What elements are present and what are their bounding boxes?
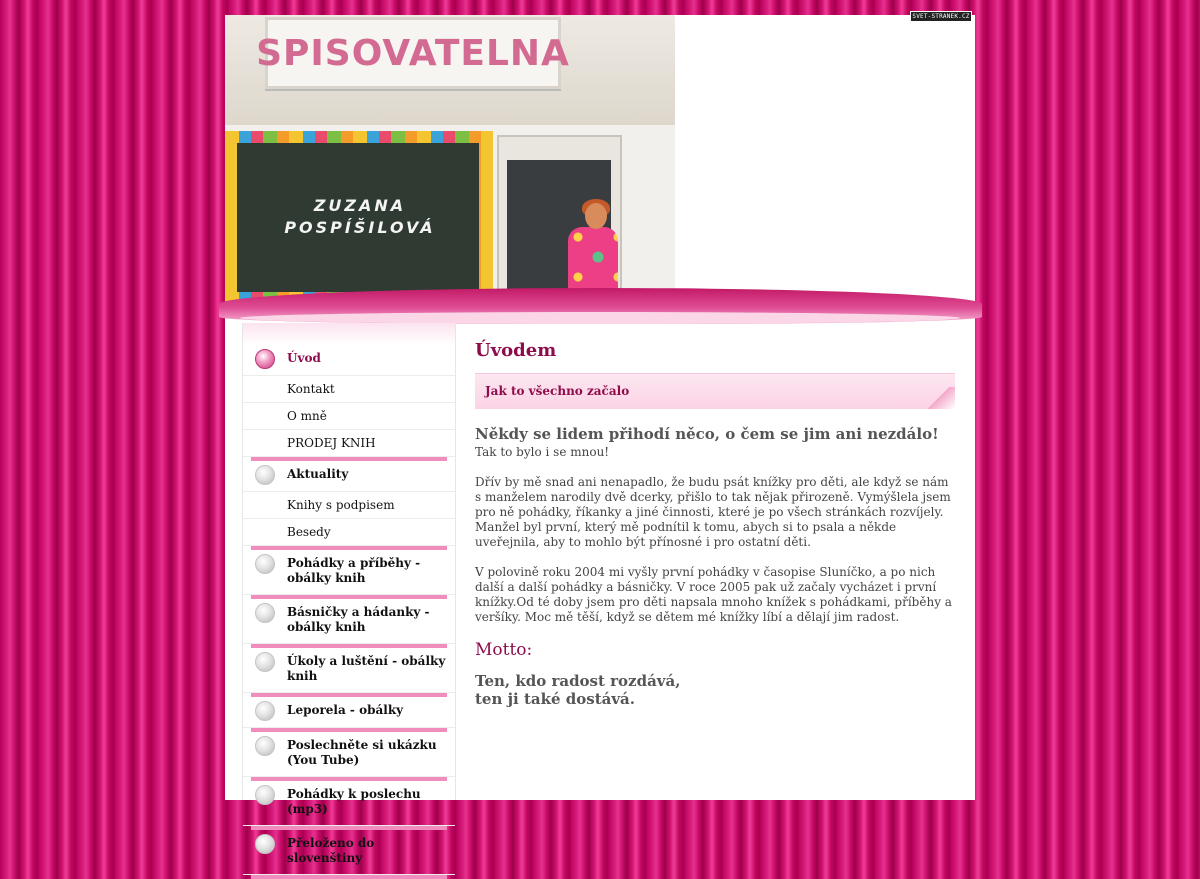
page-curl-icon bbox=[921, 387, 955, 409]
paragraph-1: Tak to bylo i se mnou! bbox=[475, 445, 610, 459]
bullet-icon bbox=[255, 834, 275, 854]
sidebar-divider bbox=[251, 875, 447, 879]
sidebar-item-label: Úvod bbox=[287, 351, 321, 365]
section-subheading: Jak to všechno začalo bbox=[485, 384, 630, 398]
headline: Někdy se lidem přihodí něco, o čem se jim ani nezdálo! bbox=[475, 425, 939, 443]
sidebar-top bbox=[243, 323, 455, 345]
sidebar-item-label: Besedy bbox=[287, 525, 331, 539]
bullet-icon bbox=[255, 465, 275, 485]
sidebar-item-11[interactable] bbox=[243, 732, 455, 777]
sidebar-item-13[interactable] bbox=[243, 830, 455, 875]
sidebar-item-0[interactable] bbox=[243, 345, 455, 376]
sidebar-item-9[interactable] bbox=[243, 648, 455, 693]
sidebar-item-3[interactable] bbox=[243, 430, 455, 457]
woman-head bbox=[585, 203, 607, 229]
sidebar-item-2[interactable] bbox=[243, 403, 455, 430]
page-title: Úvodem bbox=[475, 340, 557, 361]
author-first-name: ZUZANA bbox=[313, 196, 407, 215]
paragraph-2: Dřív by mě snad ani nenapadlo, že budu psát knížky pro děti, ale když se nám s manželem narodily dvě dcerky, přišlo to tak nějak přirozeně. Vymýšlela jsem pro ně pohádky, říkanky a jiné činnosti, které je po všech stránkách rozvíjely. Manžel byl první, který mě podnítil k tomu, abych si to psala a někde uveřejnila, aby to mohlo být přínosné i pro ostatní děti. bbox=[475, 475, 951, 549]
sidebar-item-12[interactable] bbox=[243, 781, 455, 826]
sidebar-item-5[interactable] bbox=[243, 492, 455, 519]
motto-text bbox=[475, 672, 955, 708]
sidebar-item-6[interactable] bbox=[243, 519, 455, 546]
sidebar bbox=[242, 323, 456, 865]
sidebar-item-1[interactable] bbox=[243, 376, 455, 403]
blackboard-author-name bbox=[265, 195, 455, 239]
sidebar-item-label: Pohádky k poslechu (mp3) bbox=[287, 787, 421, 816]
author-last-name: POSPÍŠILOVÁ bbox=[284, 218, 436, 237]
sidebar-item-label: O mně bbox=[287, 409, 327, 423]
motto-line-1: Ten, kdo radost rozdává, bbox=[475, 672, 681, 690]
sidebar-item-label: PRODEJ KNIH bbox=[287, 436, 376, 450]
sidebar-item-label: Básničky a hádanky - obálky knih bbox=[287, 605, 430, 634]
bullet-icon bbox=[255, 736, 275, 756]
bullet-icon bbox=[255, 603, 275, 623]
sidebar-item-label: Úkoly a luštění - obálky knih bbox=[287, 654, 446, 683]
shop-sign: SPISOVATELNA bbox=[265, 17, 561, 89]
main-content bbox=[475, 340, 955, 708]
sidebar-item-label: Poslechněte si ukázku (You Tube) bbox=[287, 738, 437, 767]
bullet-icon bbox=[255, 652, 275, 672]
paragraph-3: V polovině roku 2004 mi vyšly první pohádky v časopise Sluníčko, a po nich další a další pohádky a básničky. V roce 2005 pak už začaly vycházet i první knížky.Od té doby jsem pro děti napsala mnoho knížek s pohádkami, příběhy a veršíky. Moc mě těší, když se dětem mé knížky líbí a dělají jim radost. bbox=[475, 565, 952, 624]
bullet-icon bbox=[255, 701, 275, 721]
sidebar-item-label: Aktuality bbox=[287, 467, 349, 481]
sidebar-item-label: Knihy s podpisem bbox=[287, 498, 395, 512]
sidebar-item-4[interactable] bbox=[243, 461, 455, 492]
header-photo bbox=[225, 15, 675, 302]
site-badge[interactable]: SVET-STRANEK.CZ bbox=[910, 11, 972, 22]
sidebar-item-label: Přeloženo do slovenštiny bbox=[287, 836, 375, 865]
section-subheading-box bbox=[475, 373, 955, 409]
sidebar-nav bbox=[243, 345, 455, 879]
sidebar-item-label: Kontakt bbox=[287, 382, 335, 396]
bullet-icon bbox=[255, 349, 275, 369]
sidebar-item-10[interactable] bbox=[243, 697, 455, 728]
sidebar-item-label: Pohádky a příběhy - obálky knih bbox=[287, 556, 421, 585]
sidebar-item-8[interactable] bbox=[243, 599, 455, 644]
bullet-icon bbox=[255, 785, 275, 805]
bullet-icon bbox=[255, 554, 275, 574]
sidebar-item-7[interactable] bbox=[243, 550, 455, 595]
sidebar-item-label: Leporela - obálky bbox=[287, 703, 404, 717]
motto-title: Motto: bbox=[475, 640, 533, 660]
motto-line-2: ten ji také dostává. bbox=[475, 690, 635, 708]
